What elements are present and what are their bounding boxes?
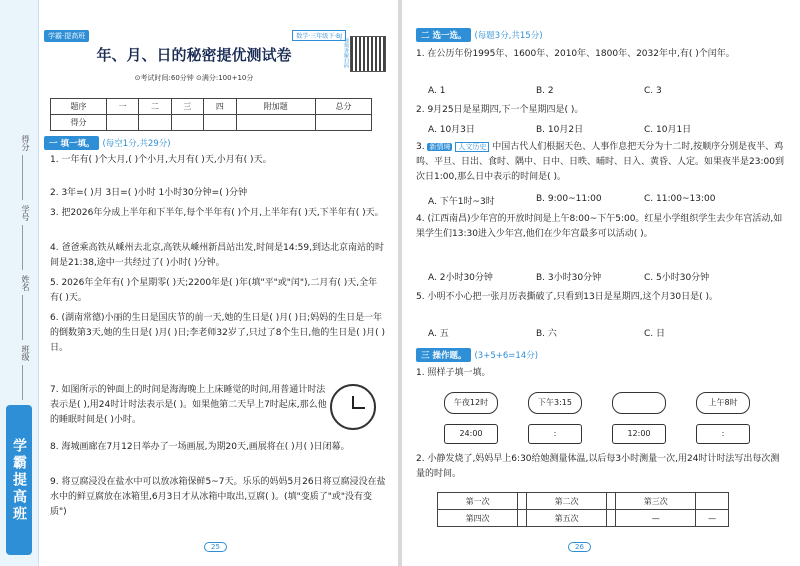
operate-question-1: 1. 照样子填一填。 [416,368,491,378]
page-number-left: 25 [204,542,227,552]
score-cell[interactable] [171,115,203,131]
score-row-label: 得分 [51,115,107,131]
measure-answer-cell[interactable] [607,510,616,527]
grade-badge: 数学·三年级下·BJ [292,30,346,41]
option-c[interactable]: C. 11:00~13:00 [644,194,716,204]
section-note: (每空1分,共29分) [102,139,171,149]
series-tag: 学霸·提高班 [44,30,89,42]
choice-question-5: 5. 小明不小心把一张月历表撕破了,只看到13日是星期四,这个月30日是( )。 [416,292,718,302]
score-header: 一 [106,99,138,115]
qr-caption: 视频讲解扫码 [343,38,349,68]
option-a[interactable]: A. 10月3日 [428,125,475,135]
fill-question-2: 2. 3年=( )月 3日=( )小时 1小时30分钟=( )分钟 [50,188,248,198]
choice-question-1: 1. 在公历年份1995年、1600年、2010年、1800年、2032年中,有( )个闰年。 [416,49,735,59]
choice-options-1 [428,86,752,96]
option-b[interactable]: B. 六 [536,329,557,339]
choice-question-3: 3. 新情境 人文历史 中国古代人们根据天色、人事作息把天分为十二时,按顺序分别是夜半、鸡鸣、平旦、日出、食时、隅中、日中、日昳、晡时、日入、黄昏、人定。如果夜半是23:00到次日1:00,那么日中表示的时间是( )。 [416,142,784,182]
option-a[interactable]: A. 1 [428,86,446,96]
option-c[interactable]: C. 5小时30分钟 [644,273,710,283]
time-cloud-3[interactable] [612,392,666,414]
exam-info: ⊙考试时间:60分钟 ⊙满分:100+10分 [134,74,254,82]
measure-answer-cell[interactable] [518,493,527,510]
measure-label: 第二次 [527,493,607,510]
section-choose-heading [416,28,543,42]
fill-question-3: 3. 把2026年分成上半年和下半年,每个半年有( )个月,上半年有( )天,下半年有( )天。 [50,208,384,218]
test-header [44,30,390,86]
clock-face-icon [330,384,376,430]
measure-answer-cell[interactable] [696,493,729,510]
fill-question-6: 6. (湖南常德)小丽的生日是国庆节的前一天,她的生日是( )月( )日;妈妈的生日是一年的倒数第3天,她的生日是( )月( )日;李老师32岁了,只过了8个生日,他的生日是( )月( )日。 [50,313,386,353]
digital-time-box-3: 12:00 [612,424,666,444]
time-cloud-4: 上午8时 [696,392,750,414]
score-cell[interactable] [316,115,372,131]
fill-question-5: 5. 2026年全年有( )个星期零( )天;2200年是( )年(填"平"或"闰"),二月有( )天,全年有( )天。 [50,278,378,303]
right-page [402,0,800,566]
name-label: 姓名 [21,275,30,291]
fill-question-9: 9. 将豆腐浸没在盐水中可以放冰箱保鲜5~7天。乐乐的妈妈5月26日将豆腐浸没在盐水中的鲜豆腐放在冰箱里,6月3日才从冰箱中取出,豆腐( )。(填"变质了"或"没有变质") [50,477,386,517]
score-cell[interactable] [106,115,138,131]
fill-question-7: 7. 如图所示的钟面上的时间是海海晚上上床睡觉的时间,用普通计时法表示是( ),用24时计时法表示是( )。如果他第二天早上7时起床,那么他的睡眠时间是( )小时。 [50,385,327,425]
option-b[interactable]: B. 3小时30分钟 [536,273,602,283]
score-cell[interactable] [139,115,171,131]
score-header: 题序 [51,99,107,115]
binding-strip [0,0,39,566]
measure-dash: — [616,510,696,527]
measure-label: 第五次 [527,510,607,527]
measure-label: 第三次 [616,493,696,510]
time-cloud-2: 下午3:15 [528,392,582,414]
option-c[interactable]: C. 日 [644,329,666,339]
score-header: 总分 [316,99,372,115]
section-badge: 一 填一填。 [44,136,99,150]
choice-options-3 [428,194,752,207]
page-title: 年、月、日的秘密提优测试卷 [96,46,292,64]
time-cloud-1: 午夜12时 [444,392,498,414]
option-b[interactable]: B. 2 [536,86,554,96]
measure-answer-cell[interactable] [607,493,616,510]
section-operate-heading [416,348,538,362]
fill-question-1: 1. 一年有( )个大月,( )个小月,大月有( )天,小月有( )天。 [50,155,272,165]
score-cell[interactable] [204,115,236,131]
option-a[interactable]: A. 下午1时~3时 [428,197,495,207]
section-badge: 三 操作题。 [416,348,471,362]
student-id-label: 学号 [21,205,30,221]
score-header: 三 [171,99,203,115]
choice-options-4 [428,270,752,283]
option-a[interactable]: A. 五 [428,329,449,339]
measure-dash: — [696,510,729,527]
temperature-table [437,492,729,527]
choice-question-4: 4. (江西南昌)少年宫的开放时间是上午8:00~下午5:00。红星小学组织学生去少年宫活动,如果学生们13:30进入少年宫,他们在少年宫最多可以活动( )。 [416,214,783,239]
measure-label: 第四次 [438,510,518,527]
score-field-label: 得分 [21,135,30,151]
score-table [50,98,372,131]
left-page [0,0,398,566]
option-b[interactable]: B. 10月2日 [536,125,584,135]
digital-time-box-1: 24:00 [444,424,498,444]
option-b[interactable]: B. 9:00~11:00 [536,194,602,204]
measure-answer-cell[interactable] [518,510,527,527]
fill-question-4: 4. 爸爸乘高铁从嵊州去北京,高铁从嵊州新昌站出发,时间是14:59,到达北京南站的时间是21:38,途中一共经过了( )小时( )分钟。 [50,243,384,268]
option-a[interactable]: A. 2小时30分钟 [428,273,493,283]
digital-time-box-2[interactable]: : [528,424,582,444]
class-label: 班级 [21,345,30,361]
score-header: 附加题 [236,99,316,115]
digital-time-box-4[interactable]: : [696,424,750,444]
score-cell[interactable] [236,115,316,131]
section-badge: 二 选一选。 [416,28,471,42]
operate-question-2: 2. 小静发烧了,妈妈早上6:30给她测量体温,以后每3小时测量一次,用24时计时法写出每次测量的时间。 [416,454,780,479]
choice-question-3-text: 中国古代人们根据天色、人事作息把天分为十二时,按顺序分别是夜半、鸡鸣、平旦、日出、食时、隅中、日中、日昳、晡时、日入、黄昏、人定。如果夜半是23:00到次日1:00,那么日中表示的时间是( )。 [416,142,784,182]
brand-vertical: 学霸提高班 [6,405,32,555]
section-fill-heading [44,136,171,150]
culture-history-tag: 人文历史 [455,142,489,152]
fill-question-8: 8. 海城画廊在7月12日举办了一场画展,为期20天,画展将在( )月( )日闭幕。 [50,442,350,452]
measure-label: 第一次 [438,493,518,510]
choice-options-5 [428,326,752,339]
score-header: 四 [204,99,236,115]
score-header: 二 [139,99,171,115]
option-c[interactable]: C. 3 [644,86,662,96]
section-note: (每题3分,共15分) [474,31,543,41]
new-context-tag: 新情境 [429,143,451,151]
choice-options-2 [428,122,752,135]
choice-question-2: 2. 9月25日是星期四,下一个星期四是( )。 [416,105,584,115]
page-number-right: 26 [568,542,591,552]
option-c[interactable]: C. 10月1日 [644,125,692,135]
section-note: (3+5+6=14分) [474,351,539,361]
qr-code-icon[interactable] [350,36,386,72]
